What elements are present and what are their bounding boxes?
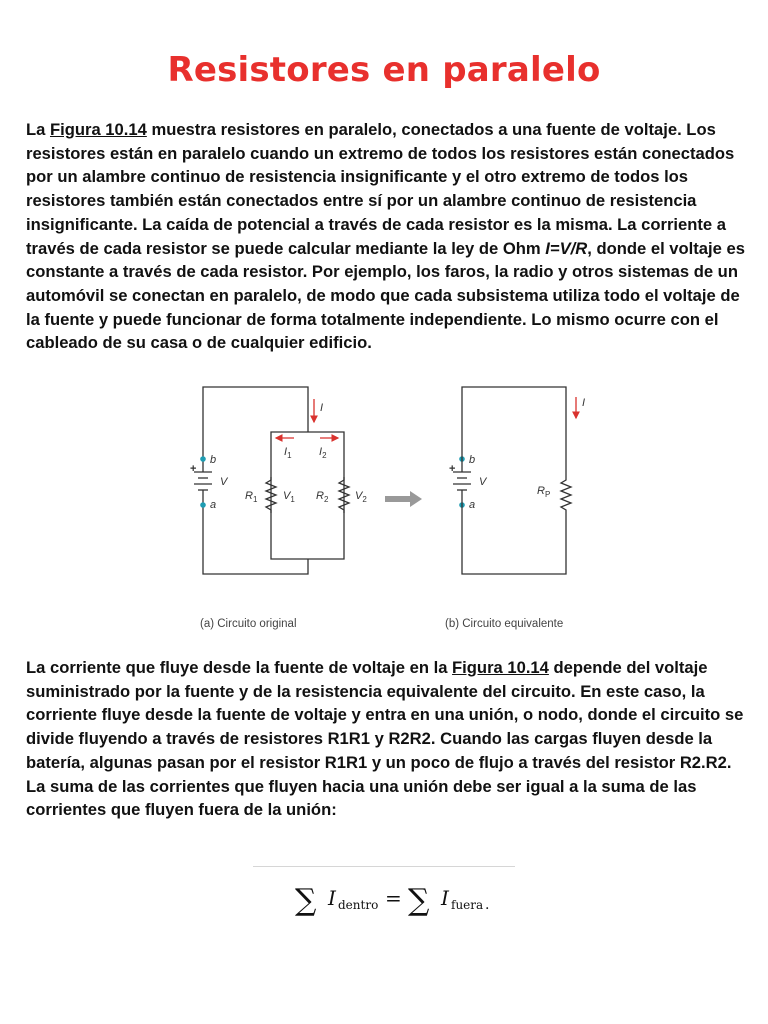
intro-text-1: La: [26, 120, 50, 139]
caption-b: (b) Circuito equivalente: [445, 618, 564, 630]
label-b-eq: b: [469, 454, 476, 466]
label-i1: I: [284, 446, 288, 458]
svg-text:V2: [355, 490, 367, 504]
current-symbol-out: I: [441, 886, 449, 910]
label-rp: R: [537, 485, 545, 497]
label-v1: V: [283, 490, 291, 502]
label-i: I: [320, 402, 324, 414]
outer-wire: [203, 387, 308, 459]
intro-text-3: , donde el voltaje es constante a través de cada resistor. Por ejemplo, los faros, la radio y otros sistemas de un automóvil se conectan en paralelo, de modo que cada subsistema utiliza todo el voltaje de la fuente y puede funcionar de forma totalmente independiente. Lo mismo ocurre con el cableado de su casa o de cualquier edificio.: [26, 238, 745, 353]
body-paragraph: [26, 656, 746, 822]
label-i-eq: I: [582, 397, 586, 409]
label-i2: I: [319, 446, 323, 458]
plus-sign-eq: +: [449, 463, 456, 475]
parallel-box: [271, 432, 344, 559]
equals-sign: =: [385, 886, 402, 910]
label-v2-sub: 2: [362, 495, 367, 504]
label-i2-sub: 2: [322, 451, 327, 460]
svg-text:R1: [245, 490, 258, 504]
sum-symbol-in: ∑: [295, 883, 317, 918]
svg-text:I2: [319, 446, 327, 460]
page-title: Resistores en paralelo: [167, 50, 601, 90]
circuit-figure: [180, 382, 600, 637]
label-r2: R: [316, 490, 324, 502]
svg-text:V1: [283, 490, 295, 504]
node-a: [200, 502, 206, 508]
equation-divider: [253, 866, 515, 867]
equation-period: .: [485, 897, 490, 913]
svg-text:I1: [284, 446, 292, 460]
svg-text:RP: [537, 485, 550, 499]
subscript-dentro: dentro: [338, 898, 379, 912]
body-text-1: La corriente que fluye desde la fuente de voltaje en la: [26, 658, 453, 677]
kirchhoff-equation: [295, 878, 515, 918]
figure-link-2[interactable]: Figura 10.14: [452, 658, 549, 677]
sum-symbol-out: ∑: [408, 883, 430, 918]
label-v2: V: [355, 490, 363, 502]
plus-sign: +: [190, 463, 197, 475]
caption-a: (a) Circuito original: [200, 618, 297, 630]
resistor-rp: [561, 477, 571, 513]
label-v: V: [220, 476, 228, 488]
label-r1-sub: 1: [252, 495, 258, 504]
outer-wire-bottom: [203, 505, 308, 574]
label-v-eq: V: [479, 476, 487, 488]
original-circuit: [194, 387, 349, 574]
figure-link[interactable]: Figura 10.14: [49, 120, 147, 139]
label-a-eq: a: [469, 499, 476, 511]
ohm-formula: I=V/R: [545, 238, 588, 258]
label-i1-sub: 1: [287, 451, 292, 460]
label-v1-sub: 1: [290, 495, 295, 504]
equivalence-arrow: [385, 491, 422, 507]
body-text-2: depende del voltaje suministrado por la fuente y de la resistencia equivalente del circuito. En este caso, la corriente fluye desde la fuente de voltaje y entra en una unión, o nodo, donde el circuito se divide fluyendo a través de resistores R1R1 y R2R2. Cuando las cargas fluyen desde la batería, algunas pasan por el resistor R1R1 y un poco de flujo a través del resistor R2.R2. La suma de las corrientes que fluyen hacia una unión debe ser igual a la suma de las corrientes que fluyen fuera de la unión:: [26, 658, 744, 820]
label-r2-sub: 2: [323, 495, 329, 504]
svg-text:R2: [316, 490, 329, 504]
current-symbol-in: I: [328, 886, 336, 910]
label-rp-sub: P: [544, 490, 551, 499]
subscript-fuera: fuera: [451, 898, 484, 912]
label-r1: R: [245, 490, 253, 502]
intro-text-2: muestra resistores en paralelo, conectados a una fuente de voltaje. Los resistores están en paralelo cuando un extremo de todos los resistores están conectados por un alambre continuo de resistencia insignificante y el otro extremo de todos los resistores también están conectados entre sí por un alambre continuo de resistencia insignificante. La caída de potencial a través de cada resistor es la misma. La corriente a través de cada resistor se puede calcular mediante la ley de Ohm: [26, 120, 735, 258]
label-b: b: [210, 454, 217, 466]
intro-paragraph: [26, 118, 746, 355]
equivalent-circuit: [453, 387, 571, 574]
node-b: [200, 456, 206, 462]
label-a: a: [210, 499, 217, 511]
